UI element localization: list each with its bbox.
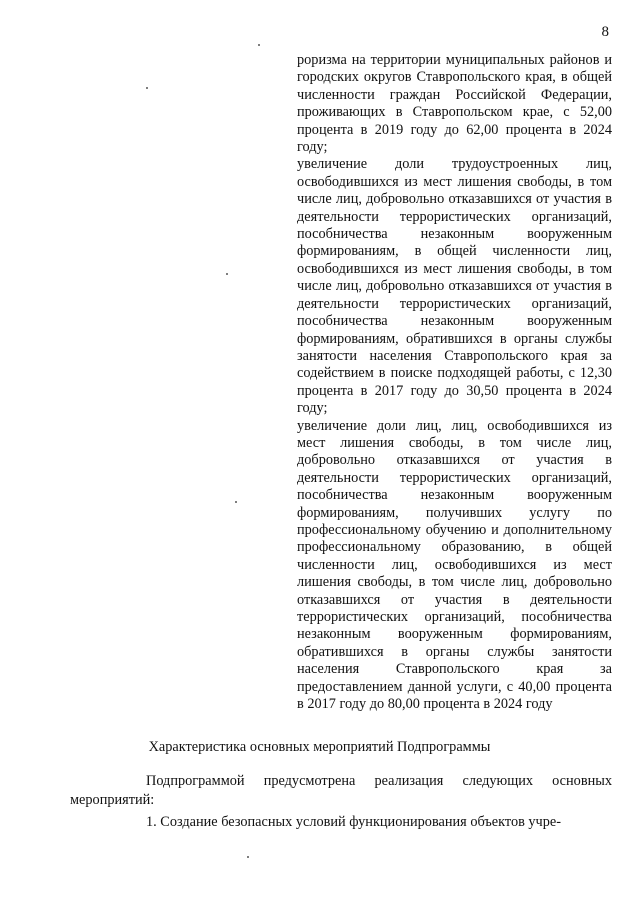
indicator-paragraph-employed-share: увеличение доли трудоустроенных лиц, освободившихся из мест лишения свободы, в том числе лиц, добровольно отказавшихся от участия в деятельности террористических организаций, пособничества незаконным вооруженным формированиям, в общей численности лиц, освободившихся из мест лишения свободы, в том числе лиц, добровольно отказавшихся от участия в деятельности террористических организаций, пособничества незаконным вооруженным формированиям, обратившихся в органы службы занятости населения Ставропольского края за содействием в поиске подходящей работы, с 12,30 процента в 2017 году до 30,50 процента в 2024 году; (297, 156, 612, 417)
scan-speck (258, 44, 260, 46)
indicator-paragraph-terrorism-share: роризма на территории муниципальных районов и городских округов Ставропольского края, в общей численности граждан Российской Федерации, проживающих в Ставропольском крае, с 52,00 процента в 2019 году до 62,00 процента в 2024 году; (297, 52, 612, 156)
scan-speck (226, 273, 228, 275)
indicator-paragraph-training-share: увеличение доли лиц, лиц, освободившихся из мест лишения свободы, в том числе лиц, добровольно отказавшихся от участия в деятельности террористических организаций, пособничества незаконным вооруженным формированиям, получивших услугу по профессиональному обучению и дополнительному профессиональному образованию, в общей численности лиц, освободившихся из мест лишения свободы, в том числе лиц, добровольно отказавшихся от участия в деятельности террористических организаций, пособничества незаконным вооруженным формированиям, обратившихся в органы службы занятости населения Ставропольского края за предоставлением данной услуги, с 40,00 процента в 2017 году до 80,00 процента в 2024 году (297, 417, 612, 713)
scan-speck (247, 856, 249, 858)
section-item-1-paragraph: 1. Создание безопасных условий функционирования объектов учре- (146, 814, 562, 830)
section-heading: Характеристика основных мероприятий Подпрограммы (148, 739, 491, 755)
indicator-list-column (297, 52, 612, 713)
section-intro-paragraph: Подпрограммой предусмотрена реализация следующих основных мероприятий: (70, 773, 612, 808)
page-number: 8 (601, 24, 609, 40)
section-body (70, 772, 612, 832)
scan-speck (235, 501, 237, 503)
scan-speck (146, 87, 148, 89)
